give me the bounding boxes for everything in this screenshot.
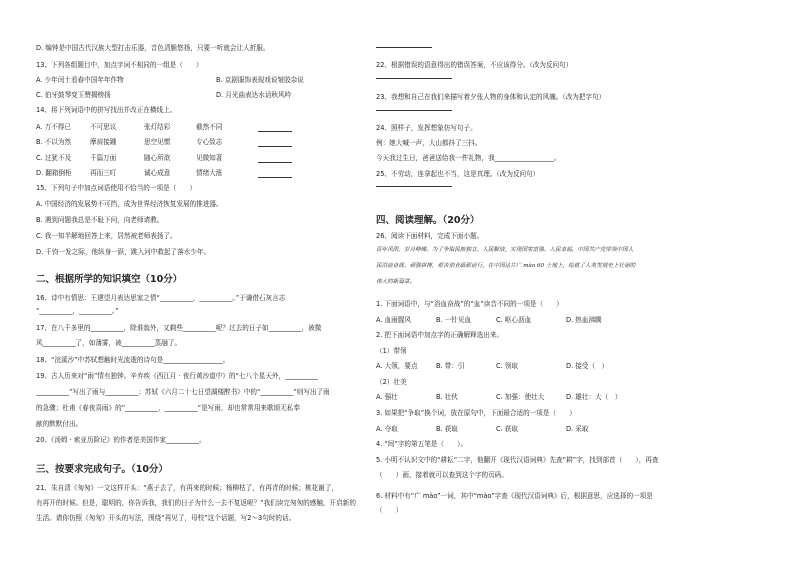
reading-option: C. 领取 [496, 362, 518, 370]
q14-word: 摩肩接踵 [90, 138, 117, 146]
right-line: 1. 下面词语中，与“浴血奋战”的“血”读音不同的一项是（ ） [376, 300, 563, 308]
reading-option: B. 带：引 [436, 362, 465, 370]
q14-word: 诚心成意 [144, 169, 171, 177]
reading-option: D. 热血沸腾 [566, 316, 602, 324]
right-line: （1）带领 [376, 347, 407, 355]
left-line: 的急骤；杜甫《春夜喜雨》的“__________，__________”是写雨，却也常常用来歌颂无私奉 [36, 404, 300, 412]
q14-word: 思空见惯 [144, 138, 171, 146]
right-line: 2. 把下面词语中加点字的正确解释选出来。 [376, 331, 504, 339]
left-line: 13、下列各组题目中，加点字词不相同的一组是（ ） [36, 61, 203, 69]
section-4-title: 四、阅读理解。（20分） [376, 215, 480, 226]
right-line: 26、阅读下面材料，完成下面小题。 [376, 232, 484, 240]
q14-word: A. 万不得已 [36, 123, 71, 131]
q14-word: 专心致志 [196, 138, 223, 146]
right-line: 23、我想和自己在我们来描写着夕张人物的身体和认定的风魄。（改为把字句） [376, 93, 606, 101]
reading-option: B. 获取 [436, 425, 458, 433]
q14-word: C. 过犹不及 [36, 154, 72, 162]
answer-blank-q25[interactable] [376, 186, 452, 187]
right-line: 24、照样子，发挥想象仿写句子。 [376, 124, 477, 132]
q13-option: A. 少年闰土看春中国年年作物 [36, 76, 124, 84]
section-2-title: 二、根据所学的知识填空（10分） [36, 274, 183, 285]
q14-word: 不可思议 [90, 123, 117, 131]
answer-blank-q23[interactable] [376, 110, 452, 111]
reading-option: D. 雄壮：大（ ） [566, 393, 622, 401]
q14-word: 情绪大涨 [196, 169, 223, 177]
q14-answer-blank[interactable] [258, 146, 292, 147]
left-line: 20、《汤姆 · 索亚历险记》的作者是美国作家__________。 [36, 436, 206, 444]
q14-word: 见微知著 [196, 154, 223, 162]
reading-option: A. 大领，要点 [376, 362, 418, 370]
q14-answer-blank[interactable] [258, 177, 292, 178]
left-line: C. 我一知半解地回答上来，居然被老师表扬了。 [36, 232, 177, 240]
right-line: 5. 小明不认识文中的“耕耘”二字，他翻开《现代汉语词典》先查“耕”字，找到部首（ ），再查 [376, 456, 659, 464]
q14-answer-blank[interactable] [258, 162, 292, 163]
right-line: （ ） [376, 506, 403, 514]
right-line: 25、不劳动，连拿起也不当，这是真理。（改为反问句） [376, 170, 540, 178]
left-line: 有再开的时候。但是，聪明的，你告诉我，我们的日子为什么一去不复返呢？”我们读完匆匆的感触，开启新的 [36, 499, 356, 507]
left-line: 献的默默付出。 [36, 420, 83, 428]
right-line: 6. 材料中有“广 mào”一词，其中“mào”字查《现代汉语词典》后，根据意思，应选择的一项是 [376, 492, 653, 500]
q14-word: 随心所欲 [144, 154, 171, 162]
left-line: 19、古人历来对“雨”情有独钟。辛弃疾《西江月 · 夜行黄沙道中》的“七八个星天外，__________ [36, 372, 319, 380]
answer-blank-q22[interactable] [376, 78, 452, 79]
left-line: 21、朱自清《匆匆》一文这样开头：“燕子去了，有再来的时候；杨柳枯了，有再青的时候；桃花谢了， [36, 484, 338, 492]
left-line: B. 遇到问题我总是不耻下问，向老师请教。 [36, 216, 164, 224]
right-line: （2）壮美 [376, 378, 407, 386]
left-line: 生活。请你仿照《匆匆》开头的写法，围绕“再见了，母校”这个话题，写2～3句时的话。 [36, 514, 296, 522]
q14-word: 千篇万面 [90, 154, 117, 162]
q14-answer-blank[interactable] [258, 131, 292, 132]
right-line: 22、根据错误的语意得出的错误答案，不应该得分。（改为反问句） [376, 61, 573, 69]
left-line: 风__________了，如薄雾，被__________蒸融了。 [36, 339, 182, 347]
reading-option: D. 采取 [566, 425, 589, 433]
q13-option: 14、将下列词语中的拼写找出并改正在横线上。 [36, 106, 177, 114]
answer-blank-top[interactable] [376, 47, 432, 48]
reading-option: A. 强壮 [376, 393, 398, 401]
q13-option: C. 伯牙鼓琴变玉赞揭榜扬 [36, 91, 111, 99]
left-line: D. 千钧一发之际，他纵身一跃，跳入河中救起了落水少年。 [36, 248, 211, 256]
reading-option: D. 接受（ ） [566, 362, 609, 370]
reading-option: C. 加强：使壮大 [496, 393, 545, 401]
q14-word: D. 翻箱倒柜 [36, 169, 72, 177]
left-line: 17、在八千多里的__________，除谁翁外，又剩些__________呢？过去的日子如__________，被微 [36, 324, 322, 332]
q14-word: 张灯结彩 [144, 123, 171, 131]
q14-word: 截然不同 [196, 123, 223, 131]
reading-option: B. 一针见血 [436, 316, 472, 324]
left-line: 16、诗中有情思：王建望月表达思家之情“__________，__________。”于谦借石灰言志 [36, 294, 286, 302]
left-line: “__________，__________。” [36, 307, 119, 315]
reading-option: C. 获取 [496, 425, 518, 433]
reading-option: A. 血雨腥风 [376, 316, 411, 324]
left-line: 15、下列句子中加点词语使用不恰当的一项是（ ） [36, 184, 197, 192]
passage-line-1: 百年风雨，岁月峥嵘。为了争取民族独立、人民解放，实现国家富强、人民幸福，中国共产党带领中国人 [376, 247, 634, 253]
q13-option: D. 月光曲表达水话秋风吟 [216, 91, 292, 99]
q14-word: 再而三叮 [90, 169, 117, 177]
left-line: A. 中国经济的发展势不可挡，成为世界经济恢复发展的推进器。 [36, 200, 223, 208]
right-line: 3. 如果把“争取”换个词，放在原句中，下面最合适的一项是（ ） [376, 409, 576, 417]
q13-option: B. 京剧服饰表现戏说皱胶杂说 [216, 76, 304, 84]
reading-option: B. 壮伙 [436, 393, 458, 401]
right-line: （ ）画，接着就可以查到这个字的页码。 [376, 471, 508, 479]
left-line: D. 编钟是中国古代汉族大型打击乐器，音色清脆悠扬，只要一听就会让人折服。 [36, 44, 270, 52]
right-line: 4. “间”字的第五笔是（ ）。 [376, 440, 468, 448]
reading-option: A. 夺取 [376, 425, 398, 433]
left-line: __________”写出了雨与__________；苏轼《六月二十七日望湖楼醉书》中的“__________”则写出了雨 [36, 388, 330, 396]
left-line: 18、“浣溪沙”中苏轼想触时光流逝的诗句是__________________。 [36, 356, 230, 364]
right-line: 今天我过生日，爸爸送给我一件礼物，我__________________。 [376, 154, 561, 162]
passage-line-2: 民浴血奋战、顽强拼搏，艰苦创业砥砺前行，在中国这片广 mào 60 土地上，绘就了人类发展史上壮丽的 [376, 263, 636, 269]
passage-line-3: 伟大的新篇章。 [376, 279, 416, 285]
section-3-title: 三、按要求完成句子。（10分） [36, 464, 168, 475]
q14-word: B. 不以为然 [36, 138, 72, 146]
right-line: 例：她大喊一声，大山都抖了三抖。 [376, 139, 482, 147]
reading-option: C. 呕心沥血 [496, 316, 532, 324]
